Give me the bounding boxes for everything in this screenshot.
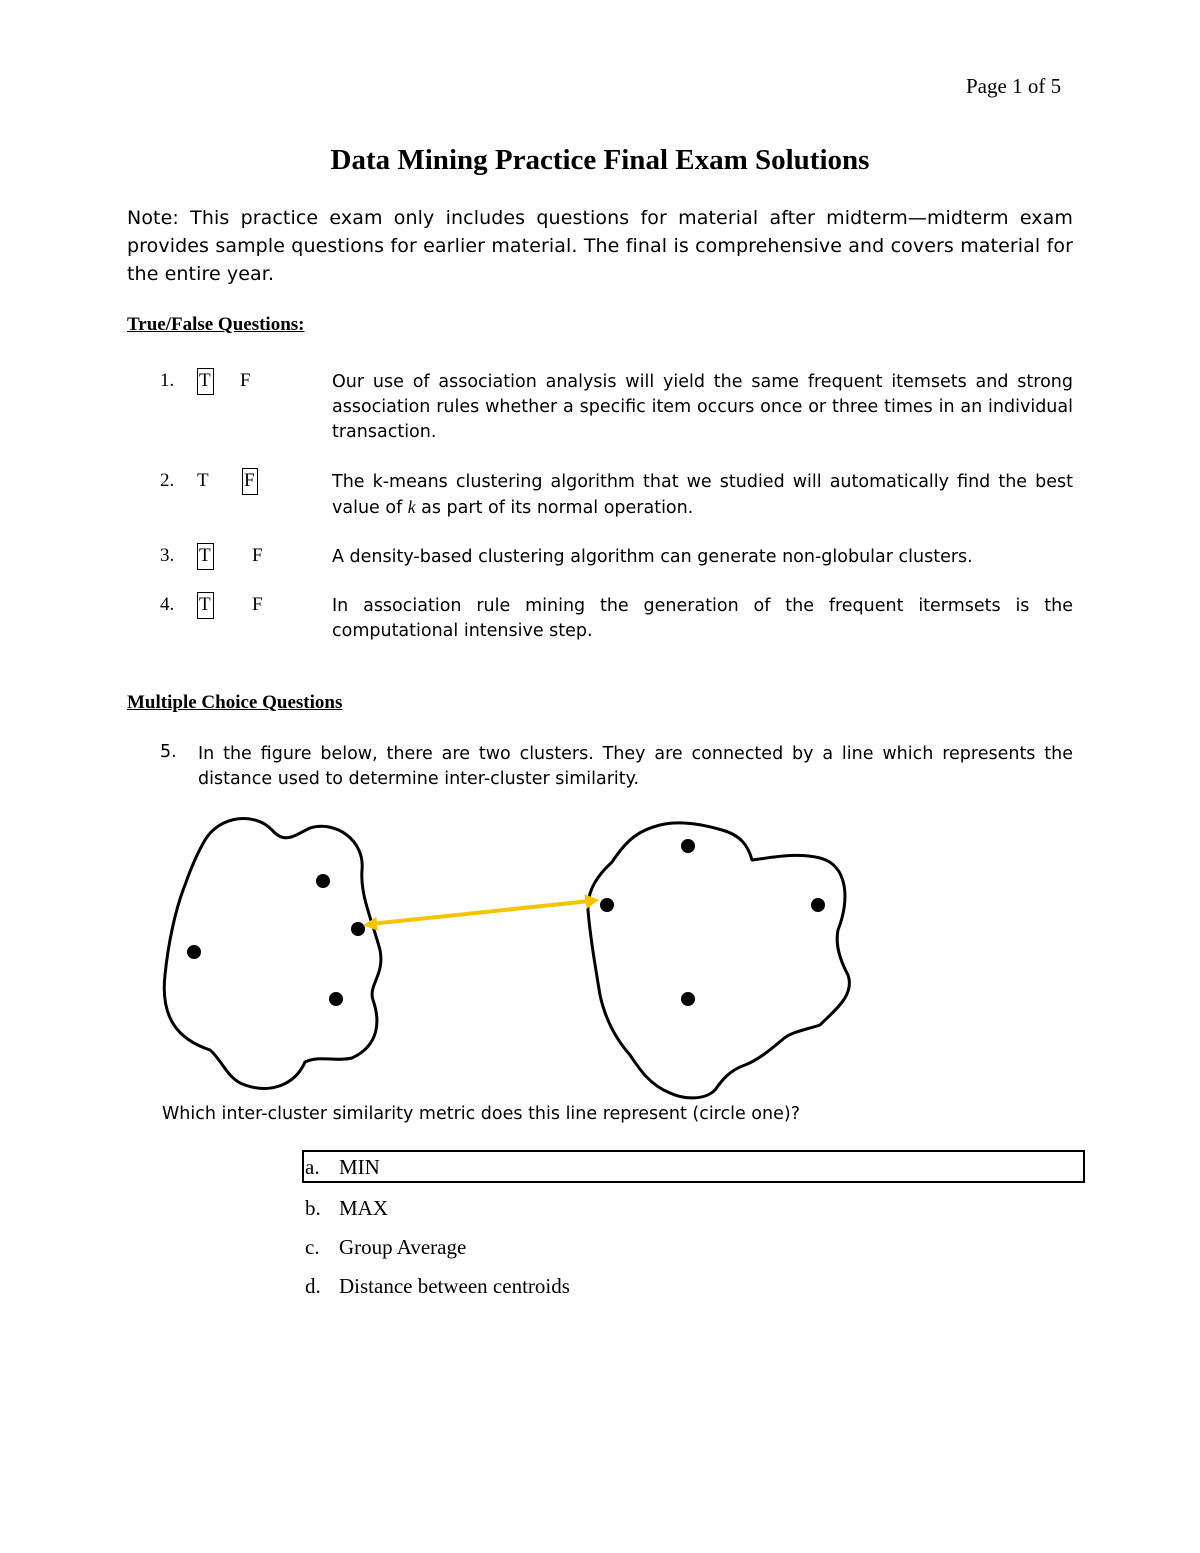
false-option: F: [240, 370, 251, 391]
true-option: T: [199, 370, 211, 391]
data-point: [329, 992, 343, 1006]
choice-d[interactable]: [305, 1274, 570, 1299]
question-text: In the figure below, there are two clusters. They are connected by a line which represents the distance used to determine inter-cluster similarity.: [198, 744, 1073, 789]
false-option: F: [252, 594, 263, 615]
choice-text: Distance between centroids: [339, 1274, 570, 1298]
data-point: [316, 874, 330, 888]
choice-text: Group Average: [339, 1235, 467, 1259]
question-prompt: Which inter-cluster similarity metric does this line represent (circle one)?: [162, 1104, 800, 1124]
true-false-heading: True/False Questions:: [127, 314, 305, 335]
right-cluster-outline: [588, 823, 850, 1098]
question-number: 2.: [160, 470, 175, 491]
data-point: [681, 992, 695, 1006]
true-option: T: [199, 594, 211, 615]
question-number: 3.: [160, 545, 175, 566]
selected-answer-box: [302, 1150, 1085, 1183]
note-paragraph: Note: This practice exam only includes questions for material after midterm—midterm exam provides sample questions for earlier material. The final is comprehensive and covers material for the entire year.: [127, 207, 1073, 285]
choice-b[interactable]: [305, 1196, 388, 1221]
question-text-part: as part of its normal operation.: [415, 498, 694, 518]
question-text: Our use of association analysis will yield the same frequent itemsets and strong association rules whether a specific item occurs once or three times in an individual transaction.: [332, 372, 1073, 442]
data-point: [811, 898, 825, 912]
multiple-choice-heading: Multiple Choice Questions: [127, 692, 343, 713]
data-point: [600, 898, 614, 912]
choice-a[interactable]: [305, 1155, 380, 1180]
choice-c[interactable]: [305, 1235, 466, 1260]
false-option: F: [252, 545, 263, 566]
question-number: 4.: [160, 594, 175, 615]
arrow-head-right: [585, 895, 598, 908]
page-number: Page 1 of 5: [966, 74, 1062, 98]
question-number: 5.: [160, 742, 177, 762]
false-option: F: [244, 470, 255, 491]
question-text-part: The k-means clustering algorithm that we studied will automatically find the best value of: [332, 472, 1073, 518]
choice-text: MIN: [339, 1155, 380, 1179]
question-text: In association rule mining the generation of the frequent itermsets is the computational intensive step.: [332, 596, 1073, 641]
question-text: A density-based clustering algorithm can generate non-globular clusters.: [332, 547, 973, 567]
choice-label: c.: [305, 1235, 320, 1259]
question-text-italic: k: [407, 497, 416, 517]
true-option: T: [199, 545, 211, 566]
question-number: 1.: [160, 370, 175, 391]
distance-line: [370, 901, 590, 924]
data-point: [351, 922, 365, 936]
choice-text: MAX: [339, 1196, 389, 1220]
choice-label: a.: [305, 1155, 320, 1179]
data-point: [681, 839, 695, 853]
choice-label: b.: [305, 1196, 321, 1220]
choice-label: d.: [305, 1274, 321, 1298]
data-point: [187, 945, 201, 959]
page-title: Data Mining Practice Final Exam Solutions: [330, 144, 870, 176]
true-option: T: [197, 470, 209, 491]
